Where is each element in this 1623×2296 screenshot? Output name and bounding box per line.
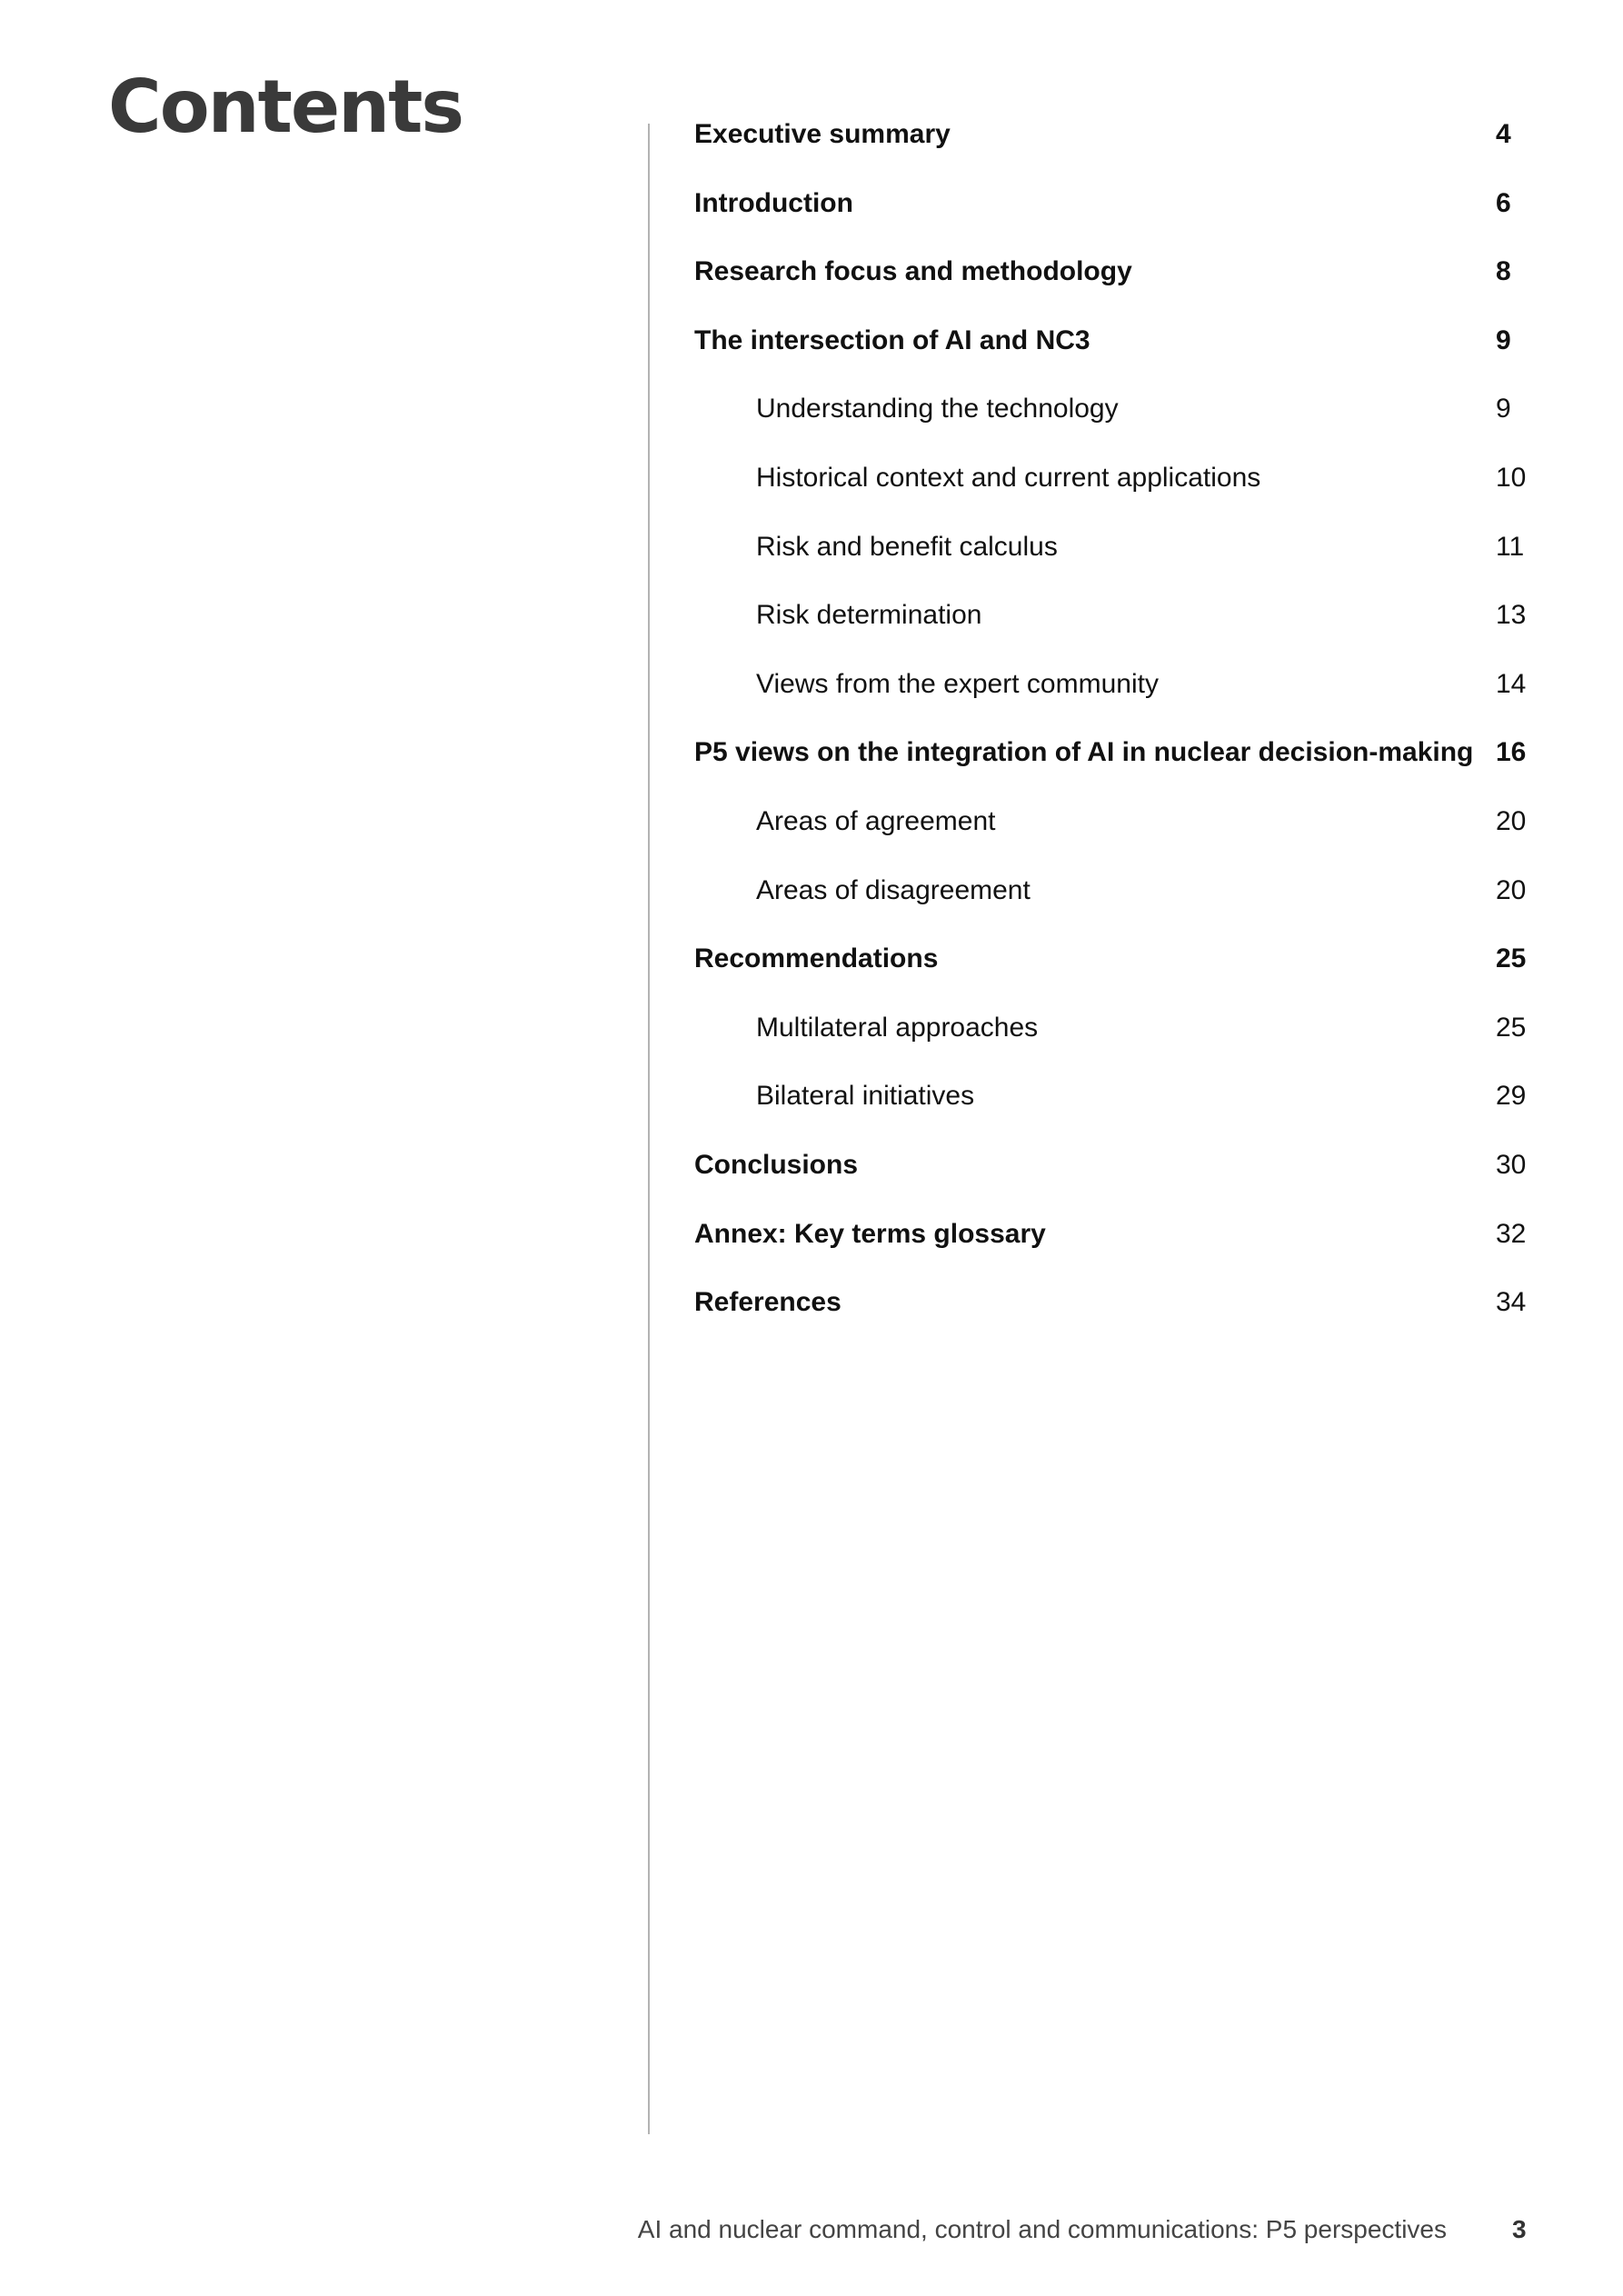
vertical-divider	[648, 124, 650, 2134]
toc-subentry-areas-disagreement[interactable]	[694, 867, 1530, 936]
toc-entry-conclusions[interactable]	[694, 1142, 1530, 1211]
toc-entry-executive-summary[interactable]	[694, 111, 1530, 180]
toc-entry-label: Bilateral initiatives	[756, 1081, 975, 1112]
toc-entry-label: Risk determination	[756, 600, 982, 631]
toc-entry-page: 25	[1496, 1012, 1527, 1043]
toc-entry-page: 11	[1496, 531, 1525, 562]
toc-entry-research-focus[interactable]	[694, 248, 1530, 317]
toc-subentry-risk-determination[interactable]	[694, 592, 1530, 661]
toc-subentry-risk-benefit[interactable]	[694, 524, 1530, 593]
toc-entry-label: The intersection of AI and NC3	[694, 324, 1090, 355]
footer-document-title: AI and nuclear command, control and communications: P5 perspectives	[637, 2215, 1447, 2243]
toc-entry-page: 6	[1496, 187, 1511, 218]
toc-entry-references[interactable]	[694, 1279, 1530, 1348]
toc-entry-page: 9	[1496, 394, 1511, 424]
toc-entry-label: Introduction	[694, 187, 853, 218]
toc-entry-page: 9	[1496, 324, 1511, 355]
toc-entry-page: 29	[1496, 1081, 1527, 1112]
toc-entry-recommendations[interactable]	[694, 935, 1530, 1004]
toc-entry-label: References	[694, 1287, 841, 1318]
toc-entry-label: Annex: Key terms glossary	[694, 1218, 1046, 1249]
toc-entry-label: P5 views on the integration of AI in nuclear decision-making	[694, 737, 1474, 768]
toc-entry-label: Conclusions	[694, 1149, 859, 1180]
toc-entry-introduction[interactable]	[694, 180, 1530, 249]
toc-entry-ai-nc3-intersection[interactable]	[694, 317, 1530, 386]
toc-entry-page: 16	[1496, 737, 1527, 768]
toc-entry-label: Understanding the technology	[756, 394, 1119, 424]
toc-entry-page: 8	[1496, 256, 1511, 287]
toc-entry-label: Views from the expert community	[756, 668, 1159, 699]
toc-entry-page: 4	[1496, 119, 1511, 149]
toc-entry-page: 13	[1496, 600, 1527, 631]
toc-subentry-understanding-technology[interactable]	[694, 385, 1530, 454]
toc-subentry-multilateral[interactable]	[694, 1004, 1530, 1073]
toc-entry-label: Recommendations	[694, 943, 939, 974]
toc-entry-page: 14	[1496, 668, 1527, 699]
toc-entry-page: 10	[1496, 462, 1527, 493]
toc-entry-p5-views[interactable]	[694, 729, 1530, 798]
toc-entry-page: 20	[1496, 805, 1527, 836]
toc-entry-page: 25	[1496, 943, 1527, 974]
toc-entry-label: Areas of disagreement	[756, 874, 1031, 905]
toc-entry-label: Executive summary	[694, 119, 951, 149]
toc-entry-label: Multilateral approaches	[756, 1012, 1039, 1043]
toc-entry-annex-glossary[interactable]	[694, 1211, 1530, 1280]
toc-entry-page: 34	[1496, 1287, 1527, 1318]
toc-entry-label: Research focus and methodology	[694, 256, 1132, 287]
footer-page-number: 3	[1512, 2215, 1527, 2243]
table-of-contents	[694, 111, 1530, 1348]
toc-subentry-areas-agreement[interactable]	[694, 798, 1530, 867]
toc-entry-page: 20	[1496, 874, 1527, 905]
toc-entry-page: 30	[1496, 1149, 1527, 1180]
toc-subentry-historical-context[interactable]	[694, 454, 1530, 524]
toc-subentry-bilateral[interactable]	[694, 1073, 1530, 1142]
toc-subentry-expert-views[interactable]	[694, 661, 1530, 730]
page-title: Contents	[108, 65, 463, 149]
toc-entry-label: Areas of agreement	[756, 805, 996, 836]
toc-entry-label: Historical context and current applications	[756, 462, 1261, 493]
toc-entry-label: Risk and benefit calculus	[756, 531, 1058, 562]
page-footer	[0, 2207, 1623, 2252]
toc-entry-page: 32	[1496, 1218, 1527, 1249]
